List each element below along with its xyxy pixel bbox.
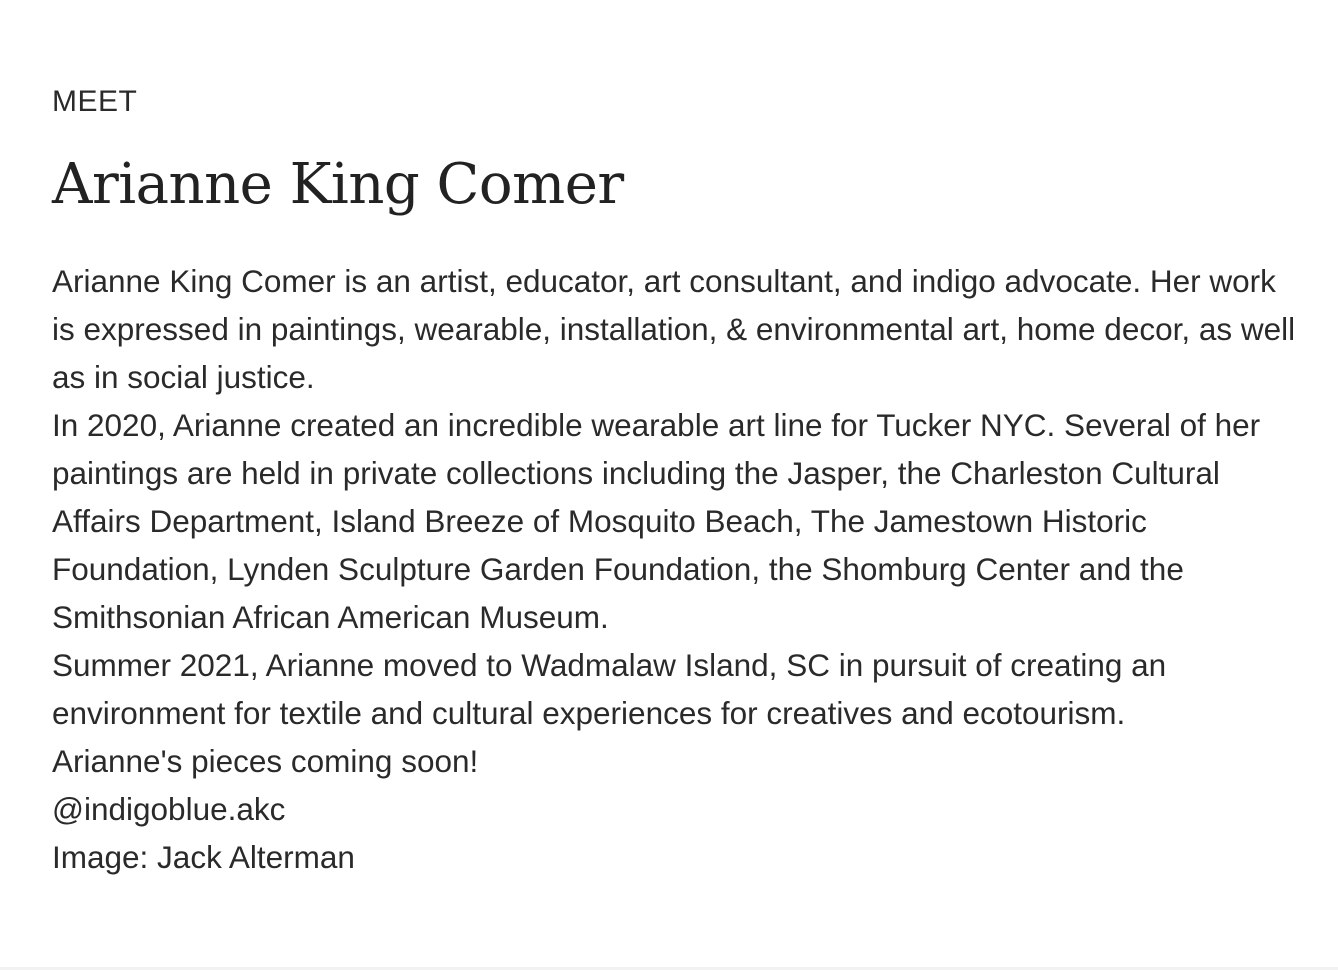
coming-soon-note: Arianne's pieces coming soon! (52, 743, 479, 779)
artist-name-heading: Arianne King Comer (52, 152, 624, 217)
image-credit: Image: Jack Alterman (52, 839, 355, 875)
bio-paragraph-collections: In 2020, Arianne created an incredible wearable art line for Tucker NYC. Several of her paintings are held in private collections including the Jasper, the Charleston Cultural Affairs Department, Island Breeze of Mosquito Beach, The Jamestown Historic Foundation, Lynden Sculpture Garden Foundation, the Shomburg Center and the Smithsonian African American Museum. (52, 407, 1261, 635)
instagram-handle: @indigoblue.akc (52, 791, 286, 827)
artist-bio (52, 257, 1302, 881)
section-eyebrow: MEET (52, 85, 138, 118)
artist-profile-section (52, 84, 1302, 881)
bio-paragraph-intro: Arianne King Comer is an artist, educator, art consultant, and indigo advocate. Her work is expressed in paintings, wearable, installation, & environmental art, home decor, as well as in social justice. (52, 263, 1296, 395)
bio-paragraph-relocation: Summer 2021, Arianne moved to Wadmalaw Island, SC in pursuit of creating an environment for textile and cultural experiences for creatives and ecotourism. (52, 647, 1167, 731)
